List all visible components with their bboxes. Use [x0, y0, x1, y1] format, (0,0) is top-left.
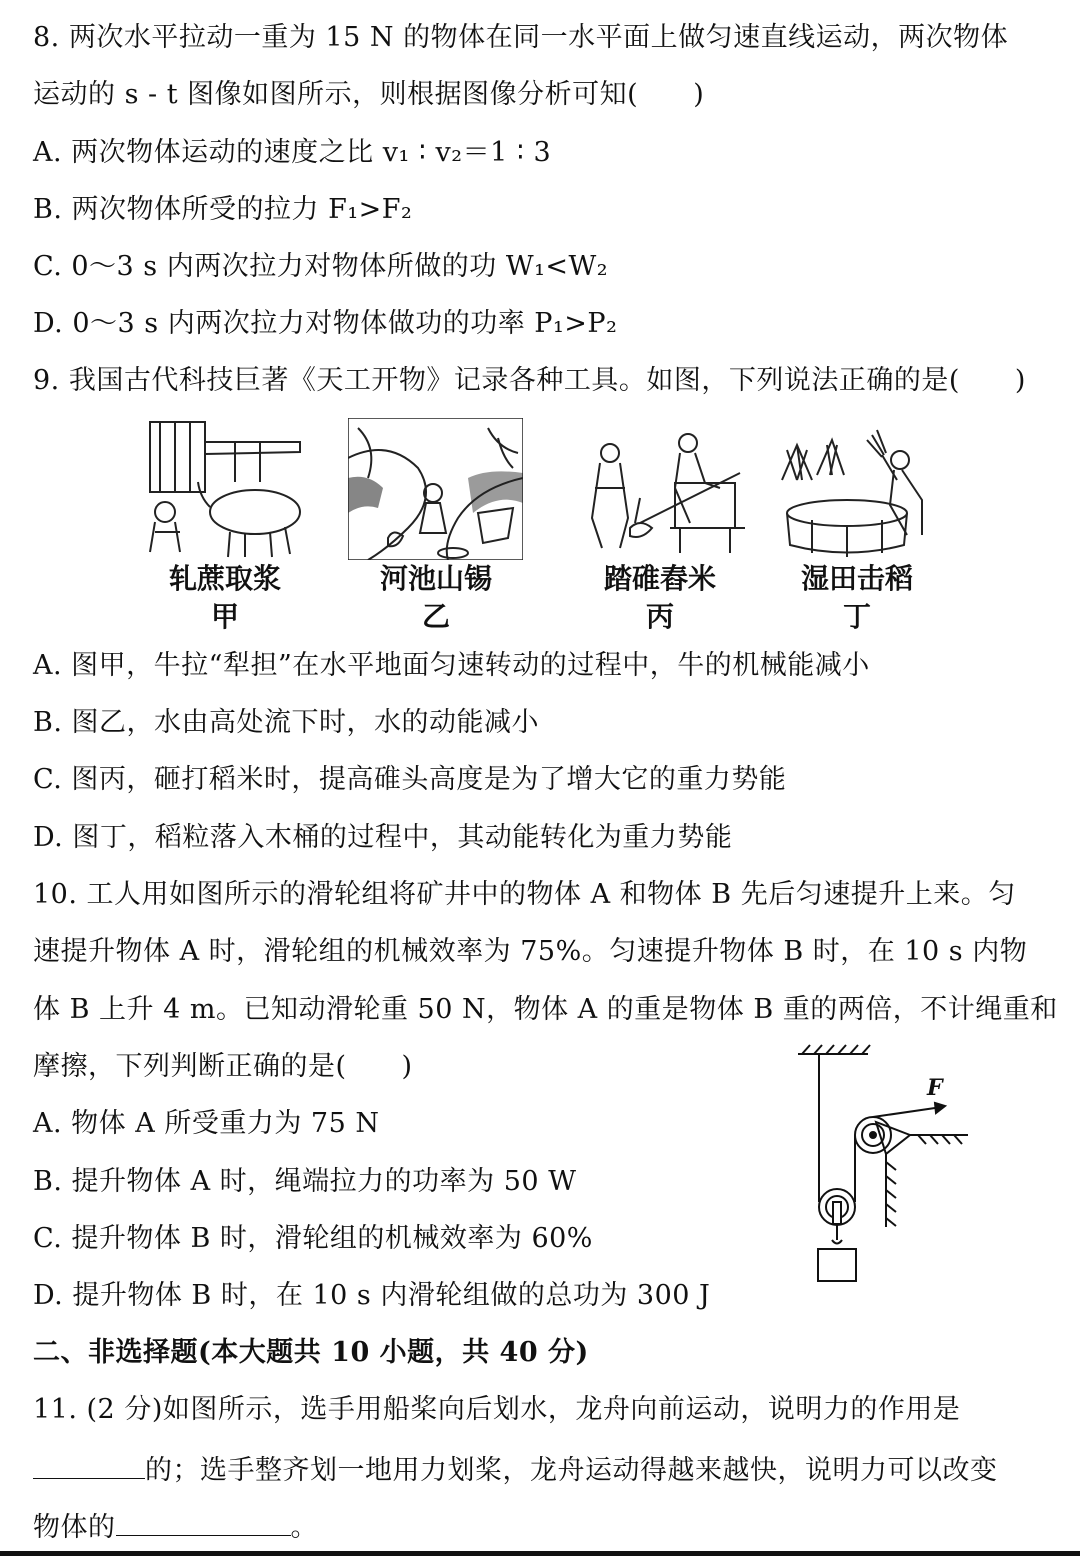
q11-blank-2[interactable] — [116, 1505, 291, 1536]
q10-option-c: C. 提升物体 B 时，滑轮组的机械效率为 60% — [33, 1223, 593, 1254]
q11-line-2-text: 的；选手整齐划一地用力划桨，龙舟运动得越来越快，说明力可以改变 — [145, 1455, 998, 1486]
section-2-heading: 二、非选择题(本大题共 10 小题，共 40 分) — [33, 1337, 589, 1368]
q10-option-b: B. 提升物体 A 时，绳端拉力的功率为 50 W — [33, 1166, 577, 1197]
q9-option-a: A. 图甲，牛拉“犁担”在水平地面匀速转动的过程中，牛的机械能减小 — [33, 650, 870, 681]
q11-line-3 — [33, 1505, 318, 1548]
q9-option-d: D. 图丁，稻粒落入木桶的过程中，其动能转化为重力势能 — [33, 822, 733, 853]
image-3-title: 踏碓舂米 — [603, 562, 716, 595]
q10-option-a: A. 物体 A 所受重力为 75 N — [33, 1108, 380, 1139]
q8-option-d: D. 0～3 s 内两次拉力对物体做功的功率 P₁>P₂ — [33, 308, 618, 339]
q9-option-c: C. 图丙，砸打稻米时，提高碓头高度是为了增大它的重力势能 — [33, 764, 787, 795]
treadle-pestle-illustration — [580, 428, 755, 560]
q11-line-2 — [33, 1448, 998, 1491]
q8-option-a: A. 两次物体运动的速度之比 v₁ ∶ v₂＝1 ∶ 3 — [33, 137, 552, 168]
q10-stem-line-3: 体 B 上升 4 m。已知动滑轮重 50 N，物体 A 的重是物体 B 重的两倍，不计绳重和 — [33, 994, 1058, 1025]
q8-stem-line-1: 8. 两次水平拉动一重为 15 N 的物体在同一水平面上做匀速直线运动，两次物体 — [33, 22, 1009, 53]
q11-blank-1[interactable] — [33, 1448, 145, 1479]
pulley-system-diagram — [790, 1042, 980, 1287]
image-2-label: 乙 — [421, 600, 450, 633]
image-1-title: 轧蔗取浆 — [168, 562, 281, 595]
q11-line-3-end: 。 — [290, 1512, 318, 1543]
q10-stem-line-2: 速提升物体 A 时，滑轮组的机械效率为 75%。匀速提升物体 B 时，在 10 s 内物 — [33, 936, 1028, 967]
image-1-label: 甲 — [210, 600, 239, 633]
q9-option-b: B. 图乙，水由高处流下时，水的动能减小 — [33, 707, 540, 738]
q10-stem-line-1: 10. 工人用如图所示的滑轮组将矿井中的物体 A 和物体 B 先后匀速提升上来。匀 — [33, 879, 1016, 910]
image-2-title: 河池山锡 — [379, 562, 492, 595]
q8-stem-line-2: 运动的 s - t 图像如图所示，则根据图像分析可知( ) — [33, 79, 705, 110]
q10-option-d: D. 提升物体 B 时，在 10 s 内滑轮组做的总功为 300 J — [33, 1280, 711, 1311]
image-3-label: 丙 — [645, 600, 674, 633]
q9-stem: 9. 我国古代科技巨著《天工开物》记录各种工具。如图，下列说法正确的是( ) — [33, 365, 1026, 396]
rice-threshing-illustration — [772, 425, 942, 560]
image-4-title: 湿田击稻 — [800, 562, 913, 595]
q11-line-3-prefix: 物体的 — [33, 1512, 116, 1543]
bottom-border — [0, 1551, 1080, 1556]
image-4-label: 丁 — [842, 600, 871, 633]
force-label: F — [927, 1075, 943, 1101]
ox-sugarcane-press-illustration — [140, 412, 310, 562]
q11-line-1: 11. (2 分)如图所示，选手用船桨向后划水，龙舟向前运动，说明力的作用是 — [33, 1394, 961, 1425]
q10-stem-line-4: 摩擦，下列判断正确的是( ) — [33, 1051, 413, 1082]
q8-option-c: C. 0～3 s 内两次拉力对物体所做的功 W₁<W₂ — [33, 251, 609, 282]
q8-option-b: B. 两次物体所受的拉力 F₁>F₂ — [33, 194, 413, 225]
river-tin-mining-illustration — [348, 418, 523, 560]
